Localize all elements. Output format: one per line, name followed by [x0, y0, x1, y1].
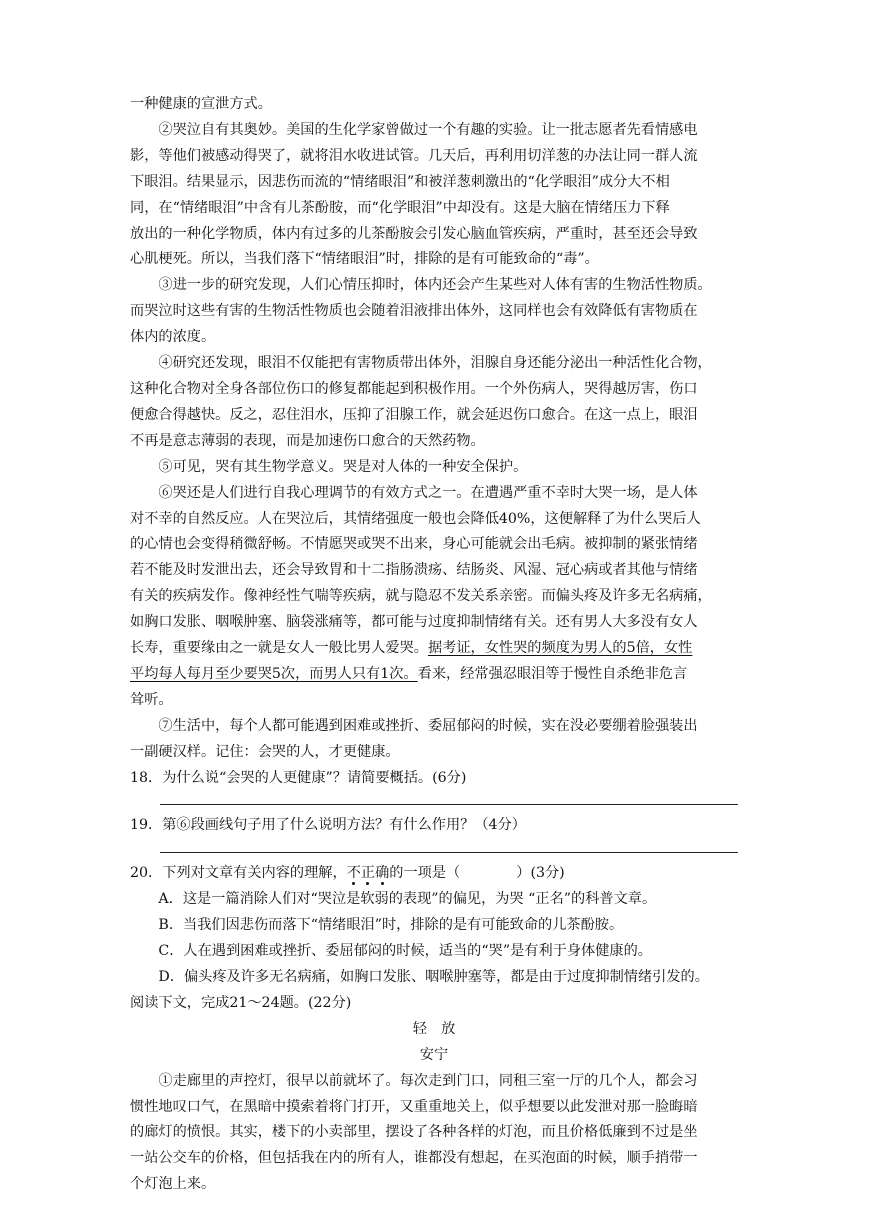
text-line: ⑦生活中，每个人都可能遇到困难或挫折、委屈郁闷的时候，实在没必要绷着脸强装出 [158, 717, 698, 734]
answer-line-19[interactable] [160, 852, 738, 853]
text-segment: 看来，经常强忍眼泪等于慢性自杀绝非危言 [417, 665, 688, 682]
reading-title [130, 1017, 738, 1043]
text-line: 心肌梗死。所以，当我们落下“情绪眼泪”时，排除的是有可能致命的“毒”。 [130, 251, 599, 268]
text-line: 的心情也会变得稍微舒畅。不情愿哭或哭不出来，身心可能就会出毛病。被抑制的紧张情绪 [130, 536, 698, 553]
text-line: ⑤可见，哭有其生物学意义。哭是对人体的一种安全保护。 [158, 458, 528, 475]
text-line: 一种健康的宣泄方式。 [130, 96, 272, 112]
text-line [130, 662, 738, 688]
text-line: 的廊灯的愤恨。其实，楼下的小卖部里，摆设了各种各样的灯泡，而且价格低廉到不过是坐 [130, 1124, 698, 1141]
emphasis-char: 正 [360, 865, 376, 882]
reading-paragraph-1 [130, 1069, 738, 1199]
text-line: 影，等他们被感动得哭了，就将泪水收进试管。几天后，再利用切洋葱的办法让同一群人流 [130, 147, 698, 164]
reading-instruction [130, 991, 738, 1017]
paragraph-1-end [130, 92, 738, 118]
text-line: 若不能及时发泄出去，还会导致胃和十二指肠溃疡、结肠炎、风湿、冠心病或者其他与情绪 [130, 562, 698, 579]
text-line: ④研究还发现，眼泪不仅能把有害物质带出体外，泪腺自身还能分泌出一种活性化合物， [158, 355, 712, 372]
underlined-sentence: 据考证，女性哭的频度为男人的5倍，女性 [427, 640, 693, 657]
text-line: 同，在“情绪眼泪”中含有儿茶酚胺，而“化学眼泪”中却没有。这是大脑在情绪压力下释 [130, 199, 670, 216]
paragraph-6 [130, 481, 738, 714]
option-a[interactable]: A．这是一篇消除人们对“哭泣是软弱的表现”的偏见，为哭 “正名”的科普文章。 [158, 891, 657, 908]
text-line: 一副硬汉样。记住：会哭的人，才更健康。 [130, 743, 400, 760]
text-segment: 20．下列对文章有关内容的理解， [130, 865, 347, 882]
text-line: ②哭泣自有其奥妙。美国的生化学家曾做过一个有趣的实验。让一批志愿者先看情感电 [158, 121, 698, 138]
answer-line-18[interactable] [160, 804, 738, 805]
paragraph-3 [130, 273, 738, 351]
paragraph-5 [130, 455, 738, 481]
emphasis-char: 不 [346, 865, 361, 882]
article-author: 安宁 [419, 1046, 449, 1063]
text-line: 体内的浓度。 [130, 329, 216, 346]
text-line: 惯性地叹口气，在黑暗中摸索着将门打开，又重重地关上，似乎想要以此发泄对那一脸晦暗 [130, 1098, 698, 1115]
text-line: 放出的一种化学物质，体内有过多的儿茶酚胺会引发心脑血管疾病，严重时，甚至还会导致 [130, 225, 698, 242]
question-19 [130, 813, 738, 839]
paragraph-7 [130, 714, 738, 766]
text-line: 而哭泣时这些有害的生物活性物质也会随着泪液排出体外，这同样也会有效降低有害物质在 [130, 303, 698, 320]
paragraph-4 [130, 351, 738, 455]
text-line: 对不幸的自然反应。人在哭泣后，其情绪强度一般也会降低40%，这便解释了为什么哭后人 [130, 510, 701, 527]
question-text [130, 861, 738, 887]
question-18 [130, 766, 738, 792]
option-b[interactable]: B．当我们因悲伤而落下“情绪眼泪”时，排除的是有可能致命的儿茶酚胺。 [158, 917, 624, 934]
paragraph-2 [130, 118, 738, 273]
text-line: 个灯泡上来。 [130, 1176, 216, 1193]
text-line: ⑥哭还是人们进行自我心理调节的有效方式之一。在遭遇严重不幸时大哭一场，是人体 [158, 484, 698, 501]
text-line: 如胸口发胀、咽喉肿塞、脑袋涨痛等，都可能与过度抑制情绪有关。还有男人大多没有女人 [130, 614, 698, 631]
option-d[interactable]: D．偏头疼及许多无名病痛，如胸口发胀、咽喉肿塞等，都是由于过度抑制情绪引发的。 [158, 969, 709, 985]
text-line: 耸听。 [130, 691, 173, 708]
text-line: ③进一步的研究发现，人们心情压抑时，体内还会产生某些对人体有害的生物活性物质。 [158, 277, 712, 294]
text-line: 有关的疾病发作。像神经性气喘等疾病，就与隐忍不发关系亲密。而偏头疼及许多无名病痛， [130, 588, 712, 605]
text-line: 便愈合得越快。反之，忍住泪水，压抑了泪腺工作，就会延迟伤口愈合。在这一点上，眼泪 [130, 406, 698, 423]
question-20 [130, 861, 738, 991]
reading-author [130, 1043, 738, 1069]
text-segment: ）(3分) [516, 865, 565, 882]
text-line: ①走廊里的声控灯，很早以前就坏了。每次走到门口，同租三室一厅的几个人，都会习 [158, 1072, 698, 1089]
question-text: 19．第⑥段画线句子用了什么说明方法？有什么作用？（4分） [130, 817, 526, 834]
text-line: 不再是意志薄弱的表现，而是加速伤口愈合的天然药物。 [130, 432, 485, 449]
emphasis-char: 确 [375, 865, 390, 882]
question-text: 18．为什么说“会哭的人更健康”？请简要概括。(6分) [130, 769, 467, 786]
text-segment: 的一项是（ [389, 865, 461, 882]
option-c[interactable]: C．人在遇到困难或挫折、委屈郁闷的时候，适当的“哭”是有利于身体健康的。 [158, 943, 652, 960]
text-line: 一站公交车的价格，但包括我在内的所有人，谁都没有想起，在买泡面的时候，顺手捎带一 [130, 1150, 698, 1167]
text-line: 这种化合物对全身各部位伤口的修复都能起到积极作用。一个外伤病人，哭得越厉害，伤口 [130, 380, 698, 397]
text-line: 下眼泪。结果显示，因悲伤而流的“情绪眼泪”和被洋葱刺激出的“化学眼泪”成分大不相 [130, 173, 670, 190]
underlined-sentence: 平均每人每月至少要哭5次，而男人只有1次。 [130, 665, 418, 682]
document-page [130, 92, 738, 1198]
article-title: 轻 放 [412, 1020, 456, 1037]
instruction-text: 阅读下文，完成21～24题。(22分) [130, 994, 352, 1011]
text-line [130, 636, 738, 662]
text-segment: 长寿，重要缘由之一就是女人一般比男人爱哭。 [130, 640, 428, 657]
